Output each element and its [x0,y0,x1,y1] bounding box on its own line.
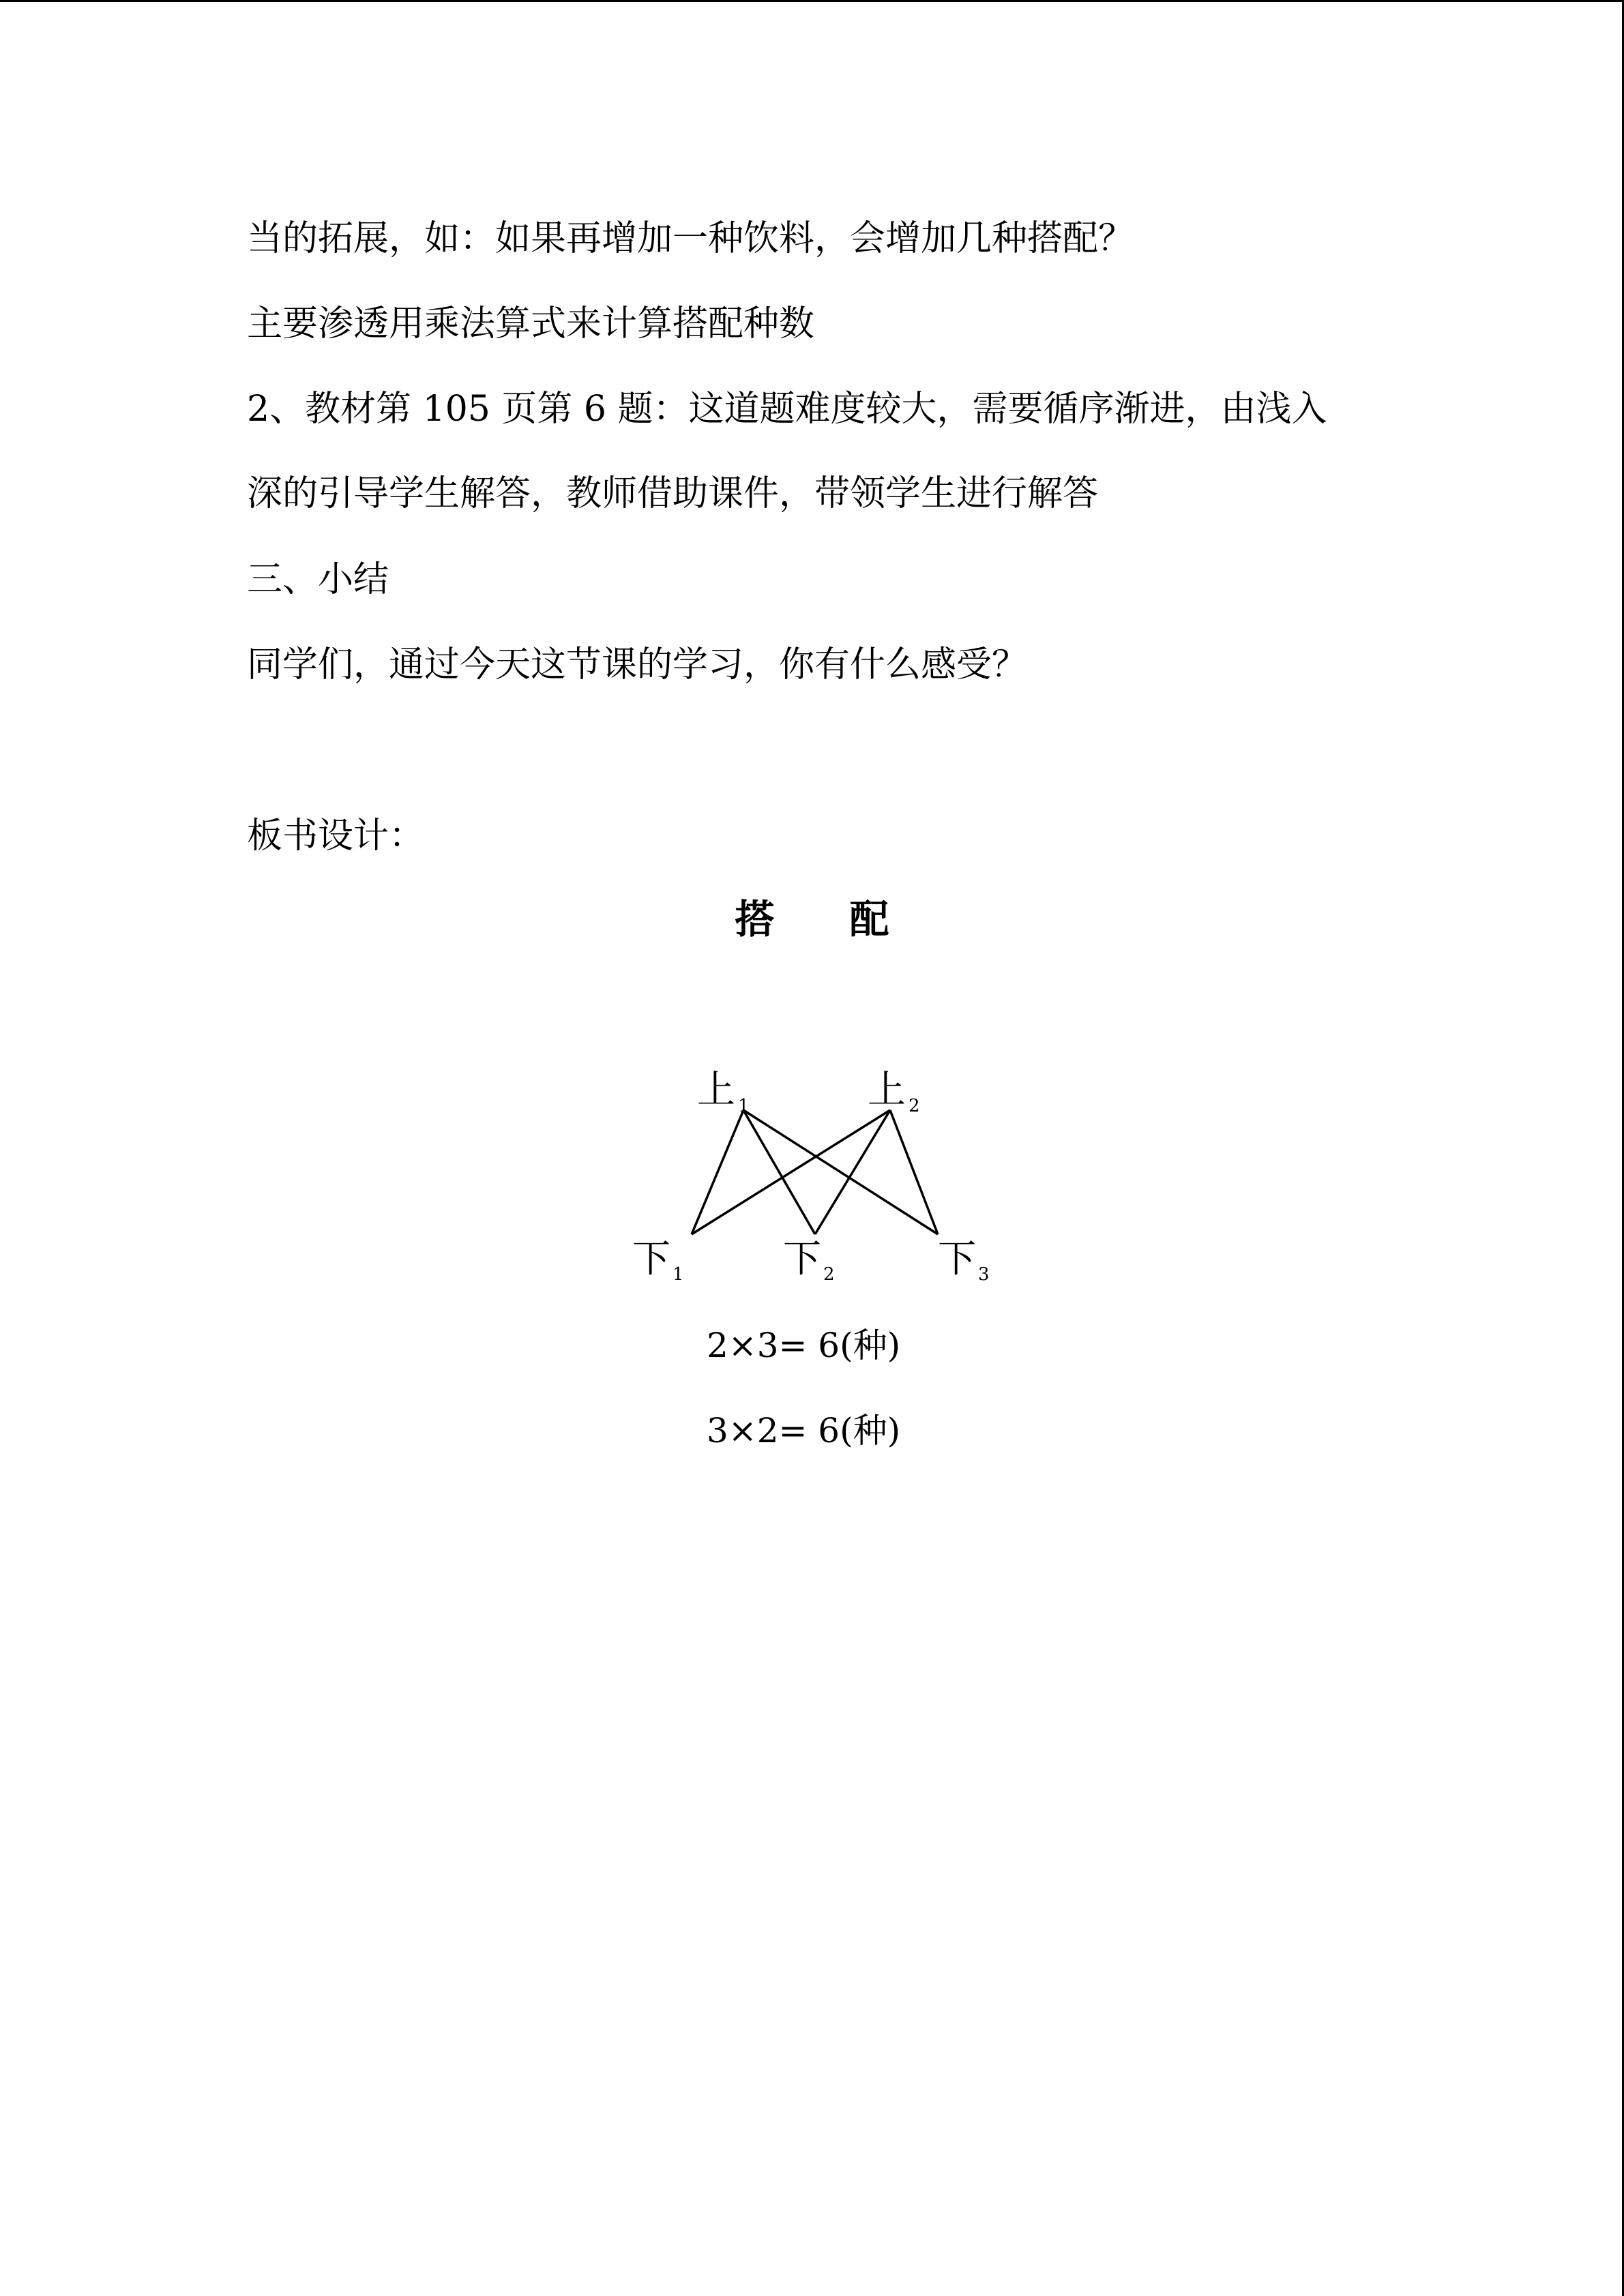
top-node-2-subscript: 2 [909,1096,920,1116]
top-node-1 [697,1068,750,1116]
bottom-node-1-label: 下 [632,1237,670,1281]
paragraph-line-2: 主要渗透用乘法算式来计算搭配种数 [247,303,815,344]
line-top2-bottom3 [890,1110,938,1234]
line-top1-bottom1 [692,1110,743,1234]
bottom-node-3-label: 下 [938,1237,976,1281]
bottom-node-2 [783,1237,835,1285]
formula-3x2: 3×2= 6(种) [707,1411,901,1450]
top-node-1-subscript: 1 [738,1096,750,1116]
paragraph-line-4: 深的引导学生解答，教师借助课件，带领学生进行解答 [247,473,1099,514]
section-heading-summary: 三、小结 [247,559,389,600]
top-node-2 [868,1068,920,1116]
line-top2-bottom2 [815,1110,890,1234]
paragraph-line-1: 当的拓展，如：如果再增加一种饮料，会增加几种搭配？ [247,218,1134,259]
top-node-2-label: 上 [868,1068,906,1112]
formula-2x3: 2×3= 6(种) [707,1326,901,1365]
top-node-1-label: 上 [697,1068,735,1112]
paragraph-line-6: 同学们，通过今天这节课的学习，你有什么感受？ [247,644,1028,685]
line-top1-bottom3 [743,1110,938,1234]
bottom-node-2-label: 下 [783,1237,821,1281]
bottom-node-1-subscript: 1 [673,1264,684,1285]
bottom-node-2-subscript: 2 [823,1264,835,1285]
bottom-node-1 [632,1237,684,1285]
bottom-node-3-subscript: 3 [978,1264,990,1285]
paragraph-line-3: 2、教材第 105 页第 6 题：这道题难度较大，需要循序渐进，由浅入 [247,389,1327,430]
line-top1-bottom2 [743,1110,815,1234]
board-design-label: 板书设计： [247,816,425,856]
line-top2-bottom1 [692,1110,890,1234]
bottom-node-3 [938,1237,990,1285]
board-title-char-2: 配 [849,896,889,942]
board-title-char-1: 搭 [735,896,775,942]
pairing-lines [692,1110,938,1234]
